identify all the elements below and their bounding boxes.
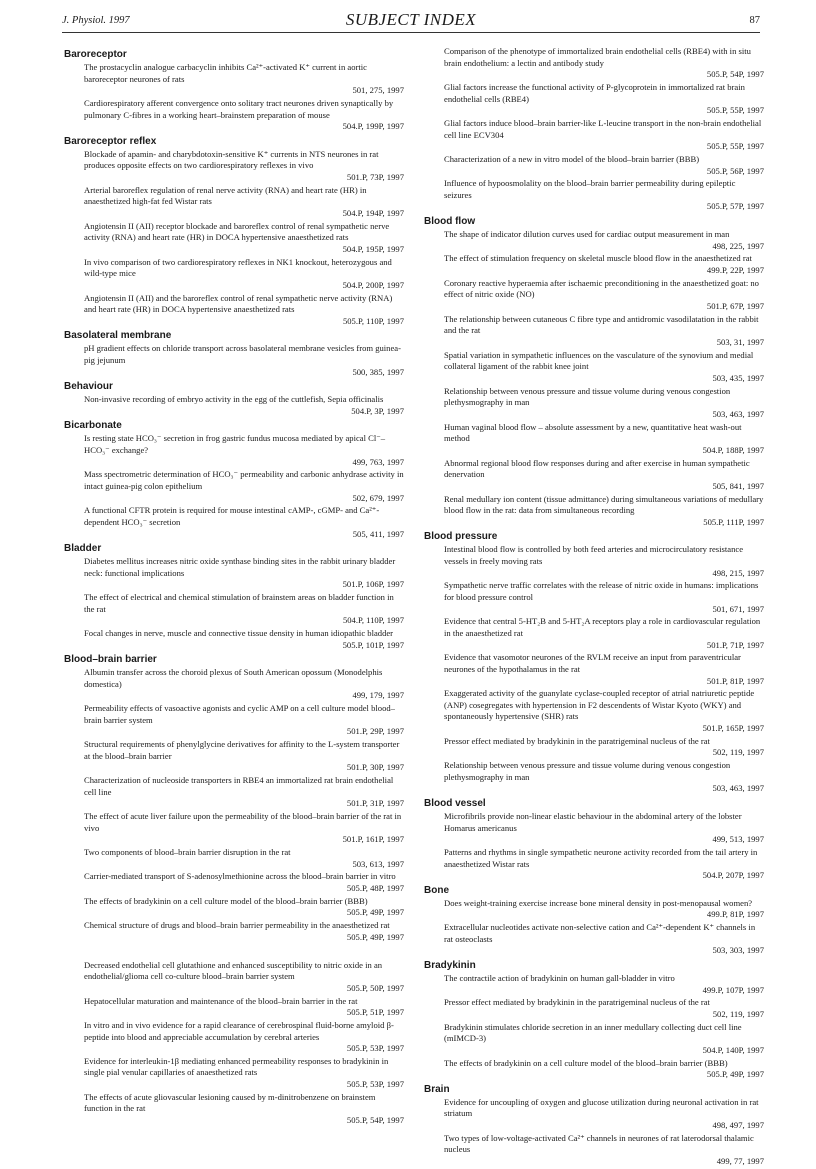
section-heading: Bradykinin <box>424 959 476 971</box>
entry-reference: 504.P, 199P, 1997 <box>342 121 404 132</box>
entry-title: Arterial baroreflex regulation of renal nerve activity (RNA) and heart rate (HR) in anaesthetized high-fat fed Wistar rats <box>84 184 367 207</box>
entry-reference: 501.P, 106P, 1997 <box>342 579 404 590</box>
index-entry <box>424 253 764 276</box>
index-section-behaviour <box>64 380 404 417</box>
entry-title: Angiotensin II (AII) and the baroreflex control of renal sympathetic nerve activity (RNA) and heart rate (HR) in DOCA hypertensive anaesthetized rats <box>84 292 393 315</box>
entry-reference: 501.P, 71P, 1997 <box>706 639 764 650</box>
section-heading: Bicarbonate <box>64 420 122 432</box>
entry-reference: 499.P, 22P, 1997 <box>706 265 764 276</box>
index-entry <box>64 667 404 702</box>
index-entry <box>64 592 404 627</box>
index-entry <box>424 422 764 457</box>
entry-reference: 501.P, 73P, 1997 <box>346 171 404 182</box>
index-entry <box>64 739 404 774</box>
index-entry <box>64 343 404 378</box>
left-column <box>64 46 404 1128</box>
entry-title: Carrier-mediated transport of S-adenosylmethionine across the blood–brain barrier in vitro <box>84 871 396 882</box>
entry-reference: 498, 497, 1997 <box>712 1120 764 1130</box>
index-entry <box>424 229 764 252</box>
entry-reference: 505.P, 53P, 1997 <box>346 1043 404 1054</box>
entry-reference: 504.P, 207P, 1997 <box>702 870 764 881</box>
entry-title: The effects of acute gliovascular lesioning caused by m-dinitrobenzene on brainstem function in the rat <box>84 1091 376 1114</box>
entry-reference: 505.P, 56P, 1997 <box>706 165 764 176</box>
entry-reference: 504.P, 3P, 1997 <box>351 405 404 416</box>
entry-title: Glial factors increase the functional activity of P-glycoprotein in immortalized rat brain endothelial cells (RBE4) <box>444 81 745 104</box>
entry-title: Two types of low-voltage-activated Ca²⁺ channels in neurones of rat laterodorsal thalamic nucleus <box>444 1132 754 1155</box>
entry-title: Pressor effect mediated by bradykinin in the paratrigeminal nucleus of the rat <box>444 735 710 746</box>
journal-name: J. Physiol. 1997 <box>62 15 130 26</box>
entry-title: Abnormal regional blood flow responses during and after exercise in human sympathetic denervation <box>444 457 750 480</box>
entry-title: The contractile action of bradykinin on human gall-bladder in vitro <box>444 972 675 983</box>
index-entry <box>64 149 404 184</box>
section-heading: Baroreceptor <box>64 49 127 60</box>
entry-reference: 501, 275, 1997 <box>352 85 404 96</box>
entry-title: The relationship between cutaneous C fibre type and antidromic vasodilatation in the rabbit and the rat <box>444 313 759 336</box>
section-heading: Bone <box>424 884 449 896</box>
entry-reference: 502, 119, 1997 <box>712 1008 764 1019</box>
entry-reference: 504.P, 194P, 1997 <box>342 207 404 218</box>
entry-reference: 505.P, 49P, 1997 <box>706 1069 764 1080</box>
index-section-brain <box>424 1083 764 1168</box>
entry-title: Is resting state HCO₃⁻ secretion in frog gastric fundus mucosa mediated by apical Cl⁻–HCO₃⁻ exchange? <box>84 433 386 455</box>
entry-reference: 498, 215, 1997 <box>712 567 764 578</box>
index-section-basolateral-membrane <box>64 329 404 378</box>
index-entry <box>64 960 404 995</box>
entry-reference: 505.P, 53P, 1997 <box>346 1079 404 1090</box>
entry-title: The prostacyclin analogue carbacyclin inhibits Ca²⁺-activated K⁺ current in aortic baroreceptor neurones of rats <box>84 62 367 84</box>
index-entry <box>424 386 764 421</box>
index-entry <box>424 494 764 529</box>
entry-reference: 499.P, 107P, 1997 <box>702 984 764 995</box>
entry-reference: 504.P, 195P, 1997 <box>342 243 404 254</box>
entry-title: pH gradient effects on chloride transport across basolateral membrane vesicles from guinea-pig jejunum <box>84 343 401 365</box>
index-entry <box>424 544 764 579</box>
page-header <box>62 10 760 33</box>
index-section-bradykinin <box>424 959 764 1081</box>
entry-reference: 505.P, 50P, 1997 <box>346 982 404 993</box>
entry-title: Decreased endothelial cell glutathione and enhanced susceptibility to nitric oxide in an endothelial/glioma cell co-culture blood–brain barrier system <box>84 959 383 982</box>
entry-title: Sympathetic nerve traffic correlates with the release of nitric oxide in humans: implications for blood pressure control <box>444 580 759 602</box>
index-section-baroreceptor <box>64 48 404 133</box>
entry-reference: 504.P, 110P, 1997 <box>342 615 404 626</box>
entry-title: Extracellular nucleotides activate non-selective cation and Ca²⁺-dependent K⁺ channels in rat osteoclasts <box>444 922 756 944</box>
entry-title: Mass spectrometric determination of HCO₃⁻ permeability and carbonic anhydrase activity in intact guinea-pig colon epithelium <box>84 469 404 491</box>
entry-reference: 499.P, 81P, 1997 <box>706 909 764 920</box>
entry-reference: 501.P, 29P, 1997 <box>346 726 404 737</box>
index-entry <box>64 996 404 1019</box>
index-entry <box>64 62 404 97</box>
entry-reference: 505.P, 54P, 1997 <box>346 1115 404 1126</box>
index-section-blood-pressure <box>424 530 764 795</box>
index-entry <box>424 1097 764 1132</box>
index-entry <box>64 98 404 133</box>
entry-reference: 501.P, 31P, 1997 <box>346 798 404 809</box>
entry-title: Human vaginal blood flow – absolute assessment by a new, quantitative heat wash-out method <box>444 421 742 444</box>
entry-reference: 505.P, 51P, 1997 <box>346 1007 404 1018</box>
entry-reference: 503, 613, 1997 <box>352 858 404 869</box>
entry-title: Focal changes in nerve, muscle and connective tissue density in human idiopathic bladder <box>84 628 394 639</box>
index-entry <box>64 293 404 328</box>
section-heading: Blood–brain barrier <box>64 654 157 666</box>
index-entry <box>424 688 764 734</box>
index-entry <box>64 775 404 810</box>
index-entry <box>64 703 404 738</box>
section-heading: Blood vessel <box>424 798 486 809</box>
entry-reference: 505.P, 57P, 1997 <box>706 201 764 212</box>
section-heading: Brain <box>424 1083 450 1095</box>
index-entry <box>424 350 764 385</box>
index-entry <box>424 616 764 651</box>
entry-title: Structural requirements of phenylglycine derivatives for affinity to the L-system transporter at the blood–brain barrier <box>84 739 400 761</box>
entry-reference: 501.P, 30P, 1997 <box>346 762 404 773</box>
entry-title: Exaggerated activity of the guanylate cyclase-coupled receptor of atrial natriuretic peptide (ANP) cosegregates with hypertension in F2 descendents of Wistar Kyoto (WKY) and spontaneously hypertensive (SHR) rats <box>444 688 755 722</box>
right-column <box>424 46 764 1169</box>
section-heading: Bladder <box>64 543 102 555</box>
entry-reference: 499, 763, 1997 <box>352 456 404 467</box>
entry-title: Non-invasive recording of embryo activity in the egg of the cuttlefish, Sepia officinalis <box>84 394 384 405</box>
entry-reference: 501.P, 165P, 1997 <box>702 723 764 734</box>
entry-title: The effects of bradykinin on a cell culture model of the blood–brain barrier (BBB) <box>84 895 368 906</box>
index-entry <box>64 221 404 256</box>
entry-reference: 501.P, 67P, 1997 <box>706 301 764 311</box>
entry-title: Intestinal blood flow is controlled by both feed arteries and microcirculatory resistance vessels in freely moving rats <box>444 544 744 566</box>
entry-title: In vivo comparison of two cardiorespiratory reflexes in NK1 knockout, heterozygous and wild-type mice <box>84 256 392 279</box>
entry-title: Renal medullary ion content (tissue admittance) during simultaneous variations of medullary blood flow in the rat: data from simultaneous recording <box>444 493 764 516</box>
index-entry <box>424 898 764 921</box>
entry-title: The effects of bradykinin on a cell culture model of the blood–brain barrier (BBB) <box>444 1057 728 1068</box>
index-section-blood-vessel <box>424 797 764 882</box>
entry-title: Relationship between venous pressure and tissue volume during venous congestion plethysmography in man <box>444 385 731 408</box>
entry-title: Microfibrils provide non-linear elastic behaviour in the abdominal artery of the lobster Homarus americanus <box>444 811 742 833</box>
entry-title: A functional CFTR protein is required for mouse intestinal cAMP-, cGMP- and Ca²⁺-dependent HCO₃⁻ secretion <box>84 505 380 527</box>
index-entry <box>64 920 404 943</box>
index-entry <box>424 118 764 153</box>
entry-title: Bradykinin stimulates chloride secretion in an inner medullary collecting duct cell line (mIMCD-3) <box>444 1021 742 1044</box>
entry-title: Cardiorespiratory afferent convergence onto solitary tract neurones driven synaptically by pulmonary C-fibres in a working heart–brainstem preparation of mouse <box>84 97 394 120</box>
entry-reference: 505.P, 48P, 1997 <box>346 883 404 894</box>
index-entry <box>64 556 404 591</box>
entry-title: The effect of acute liver failure upon the permeability of the blood–brain barrier of the rat in vivo <box>84 811 402 833</box>
index-section-continued <box>424 46 764 213</box>
entry-reference: 503, 435, 1997 <box>712 372 764 383</box>
index-entry <box>64 628 404 651</box>
entry-title: Hepatocellular maturation and maintenance of the blood–brain barrier in the rat <box>84 995 358 1006</box>
index-entry <box>424 997 764 1020</box>
entry-title: Evidence for uncoupling of oxygen and glucose utilization during neuronal activation in rat striatum <box>444 1096 759 1119</box>
entry-title: Albumin transfer across the choroid plexus of South American opossum (Monodelphis domestica) <box>84 667 383 689</box>
section-heading: Blood flow <box>424 216 476 228</box>
index-entry <box>424 1133 764 1168</box>
index-entry <box>424 82 764 117</box>
entry-reference: 505.P, 49P, 1997 <box>346 931 404 942</box>
entry-reference: 500, 385, 1997 <box>352 366 404 377</box>
entry-reference: 502, 679, 1997 <box>352 492 404 503</box>
index-entry <box>424 760 764 795</box>
index-entry <box>64 433 404 468</box>
index-section-bladder <box>64 542 404 651</box>
entry-reference: 505.P, 55P, 1997 <box>706 141 764 152</box>
index-entry <box>64 811 404 846</box>
entry-title: In vitro and in vivo evidence for a rapid clearance of cerebrospinal fluid-borne amyloid β-peptide into blood and appreciable accumulation by cerebral arteries <box>84 1019 394 1042</box>
page-title: SUBJECT INDEX <box>345 10 477 29</box>
entry-reference: 499, 77, 1997 <box>716 1155 764 1166</box>
index-entry <box>64 185 404 220</box>
index-entry <box>424 811 764 846</box>
entry-reference: 502, 119, 1997 <box>712 747 764 758</box>
entry-title: The effect of electrical and chemical stimulation of brainstem areas on bladder function in the rat <box>84 592 394 614</box>
entry-title: Evidence that vasomotor neurones of the RVLM receive an input from paraventricular neurones of the hypothalamus in the rat <box>444 652 741 674</box>
entry-title: Angiotensin II (AII) receptor blockade and baroreflex control of renal sympathetic nerve activity (RNA) and heart rate (HR) in DOCA hypertensive anaesthetized rats <box>84 220 390 243</box>
entry-title: Comparison of the phenotype of immortalized brain endothelial cells (RBE4) with in situ brain endothelium: a lectin and antibody study <box>444 46 751 68</box>
entry-reference: 501, 671, 1997 <box>712 603 764 614</box>
index-section-baroreceptor-reflex <box>64 135 404 328</box>
entry-reference: 505, 411, 1997 <box>352 528 404 539</box>
section-heading: Basolateral membrane <box>64 330 172 342</box>
index-entry <box>64 896 404 919</box>
entry-reference: 504.P, 188P, 1997 <box>702 444 764 455</box>
entry-title: Blockade of apamin- and charybdotoxin-sensitive K⁺ currents in NTS neurones in rat produces opposite effects on two cardiorespiratory reflexes in vivo <box>84 148 379 171</box>
entry-title: Diabetes mellitus increases nitric oxide synthase binding sites in the rabbit urinary bladder neck: functional implications <box>84 556 396 578</box>
index-entry <box>64 847 404 870</box>
index-entry <box>64 871 404 894</box>
entry-reference: 503, 463, 1997 <box>712 783 764 794</box>
entry-title: Spatial variation in sympathetic influences on the vasculature of the synovium and medial collateral ligament of the rabbit knee joint <box>444 349 754 372</box>
entry-reference: 505.P, 111P, 1997 <box>703 516 764 527</box>
entry-reference: 499, 179, 1997 <box>352 690 404 701</box>
entry-reference: 504.P, 200P, 1997 <box>342 279 404 290</box>
section-heading: Blood pressure <box>424 531 498 543</box>
entry-reference: 505.P, 101P, 1997 <box>342 639 404 650</box>
entry-title: Characterization of nucleoside transporters in RBE4 an immortalized rat brain endothelial cell line <box>84 775 394 797</box>
index-entry <box>424 458 764 493</box>
index-entry <box>424 314 764 349</box>
entry-reference: 505.P, 49P, 1997 <box>346 907 404 918</box>
index-section-blood-flow <box>424 215 764 528</box>
index-entry <box>64 1056 404 1091</box>
entry-reference: 503, 303, 1997 <box>712 945 764 956</box>
entry-title: The effect of stimulation frequency on skeletal muscle blood flow in the anaesthetized rat <box>444 253 752 264</box>
entry-reference: 501.P, 161P, 1997 <box>342 834 404 845</box>
index-entry <box>64 394 404 417</box>
index-entry <box>424 736 764 759</box>
index-entry <box>64 505 404 540</box>
entry-title: The shape of indicator dilution curves used for cardiac output measurement in man <box>444 229 730 240</box>
index-entry <box>64 1092 404 1127</box>
entry-reference: 499, 513, 1997 <box>712 834 764 845</box>
entry-title: Glial factors induce blood–brain barrier-like L-leucine transport in the non-brain endothelial cell line ECV304 <box>444 117 762 140</box>
entry-reference: 503, 463, 1997 <box>712 408 764 419</box>
index-entry <box>424 278 764 313</box>
index-entry <box>424 1022 764 1057</box>
entry-reference: 505.P, 110P, 1997 <box>342 315 404 326</box>
index-entry <box>424 652 764 687</box>
index-section-bone <box>424 884 764 957</box>
entry-title: Evidence that central 5-HT₂B and 5-HT₂A receptors play a role in cardiovascular regulation in the anaesthetized rat <box>444 616 761 638</box>
index-entry <box>424 1058 764 1081</box>
entry-reference: 498, 225, 1997 <box>712 240 764 251</box>
entry-title: Chemical structure of drugs and blood–brain barrier permeability in the anaesthetized rat <box>84 920 390 931</box>
entry-reference: 505.P, 54P, 1997 <box>706 69 764 80</box>
entry-title: Does weight-training exercise increase bone mineral density in post-menopausal women? <box>444 897 753 908</box>
entry-reference: 505, 841, 1997 <box>712 480 764 491</box>
index-entry <box>64 469 404 504</box>
section-heading: Baroreceptor reflex <box>64 135 157 147</box>
entry-reference: 504.P, 140P, 1997 <box>702 1044 764 1055</box>
entry-title: Evidence for interleukin-1β mediating enhanced permeability responses to bradykinin in single pial venular capillaries of anaesthetized rats <box>84 1055 389 1078</box>
entry-title: Influence of hypoosmolality on the blood–brain barrier permeability during epileptic seizures <box>444 178 736 200</box>
entry-title: Permeability effects of vasoactive agonists and cyclic AMP on a cell culture model blood–brain barrier system <box>84 703 395 725</box>
entry-reference: 501.P, 81P, 1997 <box>706 675 764 686</box>
index-entry <box>424 973 764 996</box>
index-section-blood-brain-barrier <box>64 653 404 1126</box>
index-entry <box>424 154 764 177</box>
entry-title: Pressor effect mediated by bradykinin in the paratrigeminal nucleus of the rat <box>444 997 710 1008</box>
section-heading: Behaviour <box>64 381 113 393</box>
entry-reference: 503, 31, 1997 <box>716 336 764 347</box>
entry-title: Coronary reactive hyperaemia after ischaemic preconditioning in the anaesthetized goat: no effect of nitric oxide (NO) <box>444 277 759 300</box>
index-entry <box>64 257 404 292</box>
page-number: 87 <box>749 15 760 26</box>
index-entry <box>424 922 764 957</box>
index-entry <box>424 847 764 882</box>
entry-reference: 505.P, 55P, 1997 <box>706 105 764 116</box>
index-entry <box>424 46 764 81</box>
entry-title: Two components of blood–brain barrier disruption in the rat <box>84 847 291 858</box>
index-section-bicarbonate <box>64 419 404 540</box>
index-entry <box>424 178 764 213</box>
entry-title: Relationship between venous pressure and tissue volume during venous congestion plethysmography in man <box>444 760 731 782</box>
entry-title: Characterization of a new in vitro model of the blood–brain barrier (BBB) <box>444 153 700 164</box>
index-entry <box>424 580 764 615</box>
index-entry <box>64 1020 404 1055</box>
entry-title: Patterns and rhythms in single sympathetic neurone activity recorded from the tail artery in anaesthetized Wistar rats <box>444 846 758 869</box>
